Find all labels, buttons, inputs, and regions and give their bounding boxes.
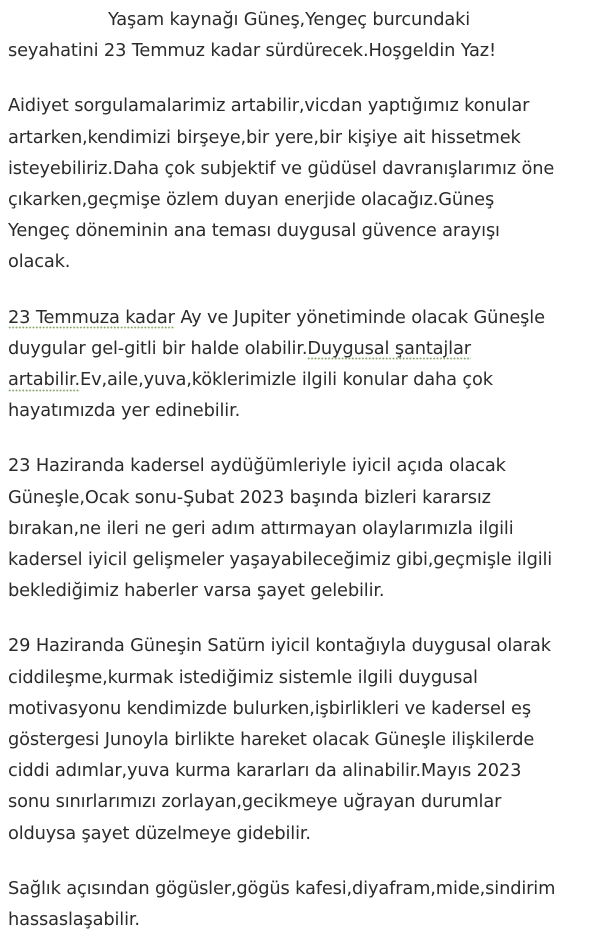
paragraph-gap xyxy=(8,66,600,90)
text-line: 29 Haziranda Güneşin Satürn iyicil kontağıyla duygusal olarak xyxy=(8,635,551,657)
paragraph-gap xyxy=(8,426,600,450)
paragraph-june-23 xyxy=(8,450,600,606)
text-segment: duygular gel-gitli bir halde olabilir. xyxy=(8,337,308,359)
paragraph-gap xyxy=(8,606,600,630)
document-body xyxy=(8,4,600,935)
text-line: artarken,kendimizi birşeye,bir yere,bir kişiye ait hissetmek xyxy=(8,126,521,148)
text-line: isteyebiliriz.Daha çok subjektif ve güdüsel davranışlarımız öne xyxy=(8,157,555,179)
text-line: sonu sınırlarımızı zorlayan,gecikmeye uğrayan durumlar xyxy=(8,791,502,813)
text-line: kadersel iyicil gelişmeler yaşayabileceğimiz gibi,geçmişle ilgili xyxy=(8,549,553,571)
text-line: olacak. xyxy=(8,251,71,273)
text-line xyxy=(8,302,600,333)
spellcheck-marked-text[interactable]: Duygusal şantajlar xyxy=(307,337,471,359)
paragraph-health xyxy=(8,873,600,935)
text-line: motivasyonu kendimizde bulurken,işbirlikleri ve kadersel eş xyxy=(8,697,531,719)
text-line: Yengeç döneminin ana teması duygusal güvence arayışı xyxy=(8,220,500,242)
text-line: seyahatini 23 Temmuz kadar sürdürecek.Hoşgeldin Yaz! xyxy=(8,40,496,62)
text-line: Sağlık açısından gögüsler,gögüs kafesi,diyafram,mide,sindirim xyxy=(8,877,556,899)
text-line: göstergesi Junoyla birlikte hareket olacak Güneşle ilişkilerde xyxy=(8,729,535,751)
spellcheck-marked-text[interactable]: artabilir. xyxy=(8,369,81,391)
text-line: olduysa şayet düzelmeye gidebilir. xyxy=(8,822,311,844)
text-line: hassaslaşabilir. xyxy=(8,909,140,931)
text-segment: Ay ve Jupiter yönetiminde olacak Güneşle xyxy=(174,306,545,328)
text-line xyxy=(8,364,600,395)
paragraph-gap xyxy=(8,849,600,873)
text-line: Yaşam kaynağı Güneş,Yengeç burcundaki xyxy=(108,9,471,30)
text-line: 23 Haziranda kadersel aydüğümleriyle iyicil açıda olacak xyxy=(8,455,506,477)
text-line: hayatımızda yer edinebilir. xyxy=(8,400,241,422)
paragraph-gap xyxy=(8,278,600,302)
paragraph-july xyxy=(8,302,600,427)
paragraph-belonging xyxy=(8,90,600,277)
text-line: beklediğimiz haberler varsa şayet gelebilir. xyxy=(8,580,385,602)
text-segment: Ev,aile,yuva,köklerimizle ilgili konular daha çok xyxy=(80,369,493,391)
paragraph-june-29 xyxy=(8,630,600,848)
text-line: bırakan,ne ileri ne geri adım attırmayan olaylarımızla ilgili xyxy=(8,517,514,539)
text-line xyxy=(8,333,600,364)
text-line: ciddileşme,kurmak istediğimiz sistemle ilgili duygusal xyxy=(8,666,478,688)
text-line: Aidiyet sorgulamalarimiz artabilir,vicdan yaptığımız konular xyxy=(8,95,530,117)
text-line: çıkarken,geçmişe özlem duyan enerjide olacağız.Güneş xyxy=(8,189,495,211)
text-line: Güneşle,Ocak sonu-Şubat 2023 başında bizleri kararsız xyxy=(8,486,491,508)
text-line: ciddi adımlar,yuva kurma kararları da alinabilir.Mayıs 2023 xyxy=(8,760,522,782)
spellcheck-marked-text[interactable]: 23 Temmuza kadar xyxy=(8,306,175,328)
paragraph-intro xyxy=(8,4,600,66)
